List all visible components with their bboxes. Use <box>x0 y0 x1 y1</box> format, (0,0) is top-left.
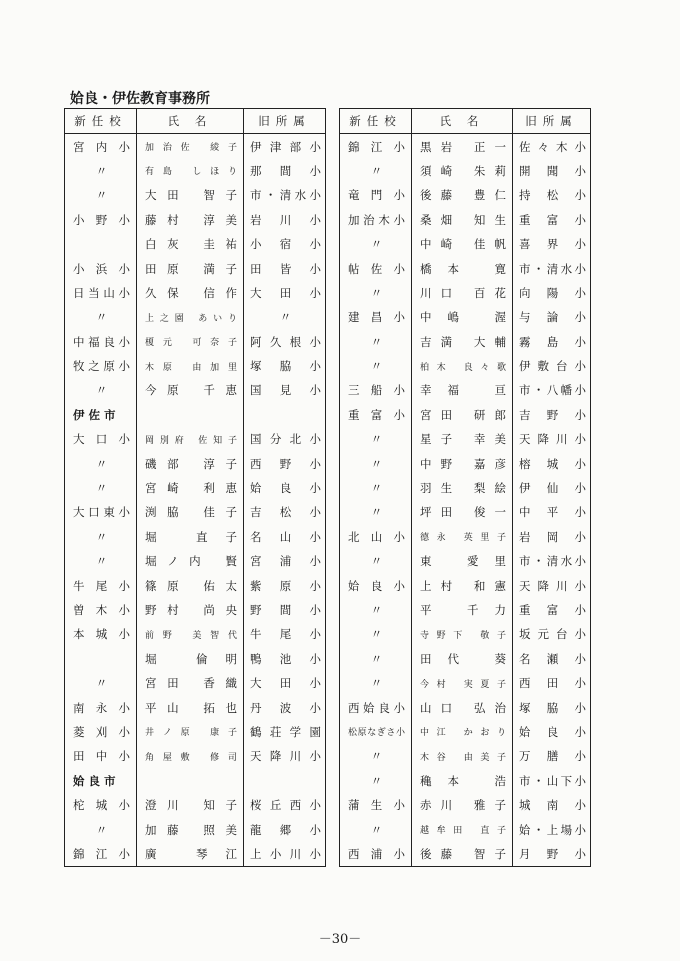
table-row <box>340 476 591 500</box>
name-cell: 加藤 照美 <box>137 817 244 841</box>
table-row <box>65 598 326 622</box>
header-former: 旧所属 <box>513 109 591 134</box>
former-school-cell: 榕城小 <box>519 456 586 471</box>
former-school-cell: 市・山下小 <box>519 773 586 788</box>
former-school-cell: 天降川小 <box>250 749 321 764</box>
name-cell: 加治佐 綾子 <box>137 134 244 159</box>
new-school-cell: 〃 <box>95 554 108 569</box>
name-cell: 星子 幸美 <box>412 427 513 451</box>
table-body <box>65 134 326 867</box>
name-cell <box>137 769 244 793</box>
table-row <box>340 427 591 451</box>
former-school-cell: 塚脇小 <box>250 359 321 374</box>
former-school-cell: 吉野小 <box>519 407 586 422</box>
table-row <box>340 598 591 622</box>
new-school-cell: 柁城小 <box>73 798 130 813</box>
new-school-cell: 宮内小 <box>73 139 130 154</box>
table-row <box>65 671 326 695</box>
table-row <box>65 403 326 427</box>
table-row <box>65 451 326 475</box>
name-cell: 篠原 佑太 <box>137 573 244 597</box>
table-row <box>340 451 591 475</box>
name-cell: 今村 実夏子 <box>412 671 513 695</box>
new-school-cell: 〃 <box>95 310 108 325</box>
former-school-cell: 国分北小 <box>250 432 321 447</box>
name-cell: 後藤 智子 <box>412 842 513 867</box>
name-cell: 羽生 梨絵 <box>412 476 513 500</box>
former-school-cell: 西田小 <box>519 676 586 691</box>
former-school-cell: 姶・上場小 <box>519 822 586 837</box>
former-school-cell: 天降川小 <box>519 578 586 593</box>
name-cell: 寺野下 敬子 <box>412 622 513 646</box>
table-row <box>65 378 326 402</box>
header-name: 氏 名 <box>412 109 513 134</box>
table-row <box>340 842 591 867</box>
new-school-cell <box>65 647 137 671</box>
table-row <box>65 744 326 768</box>
name-cell: 角屋敷 修司 <box>137 744 244 768</box>
new-school-cell: 〃 <box>370 773 383 788</box>
table-row <box>340 647 591 671</box>
former-school-cell: 丹波小 <box>250 700 321 715</box>
former-school-cell: 伊敷台小 <box>519 359 586 374</box>
new-school-cell: 〃 <box>95 822 108 837</box>
former-school-cell: 小宿小 <box>250 237 321 252</box>
former-school-cell: 国見小 <box>250 383 321 398</box>
new-school-cell: 西姶良小 <box>348 700 405 715</box>
header-name: 氏 名 <box>137 109 244 134</box>
former-school-cell: 中平小 <box>519 505 586 520</box>
table-row <box>65 256 326 280</box>
table-row <box>340 281 591 305</box>
name-cell: 穐本 浩 <box>412 769 513 793</box>
name-cell: 渕脇 佳子 <box>137 500 244 524</box>
table-row <box>340 695 591 719</box>
table-row <box>340 378 591 402</box>
former-school-cell: 桜丘西小 <box>250 798 321 813</box>
former-school-cell: 岩岡小 <box>519 529 586 544</box>
former-school-cell: 大田小 <box>250 285 321 300</box>
former-school-cell: 市・清水小 <box>519 554 586 569</box>
name-cell: 中崎 佳帆 <box>412 232 513 256</box>
new-school-cell: 〃 <box>95 188 108 203</box>
table-row <box>340 525 591 549</box>
new-school-cell: 〃 <box>95 383 108 398</box>
table-row <box>340 671 591 695</box>
name-cell: 榎元 可奈子 <box>137 330 244 354</box>
name-cell: 木原 由加里 <box>137 354 244 378</box>
name-cell: 中嶋 渥 <box>412 305 513 329</box>
header-former: 旧所属 <box>244 109 326 134</box>
header-new-school: 新任校 <box>65 109 137 134</box>
table-row <box>340 183 591 207</box>
former-school-cell: 月野小 <box>519 846 586 861</box>
name-cell: 吉満 大輔 <box>412 330 513 354</box>
name-cell: 久保 信作 <box>137 281 244 305</box>
name-cell <box>137 403 244 427</box>
table-row <box>65 232 326 256</box>
new-school-cell: 〃 <box>370 163 383 178</box>
new-school-cell: 南永小 <box>73 700 130 715</box>
former-school-cell: 阿久根小 <box>250 334 321 349</box>
former-school-cell: 田皆小 <box>250 261 321 276</box>
new-school-cell: 〃 <box>370 749 383 764</box>
name-cell: 東 愛里 <box>412 549 513 573</box>
new-school-cell: 〃 <box>370 822 383 837</box>
name-cell: 澄川 知子 <box>137 793 244 817</box>
name-cell: 大田 智子 <box>137 183 244 207</box>
name-cell: 山口 弘治 <box>412 695 513 719</box>
table-row <box>340 744 591 768</box>
new-school-cell: 〃 <box>370 432 383 447</box>
new-school-cell: 竜門小 <box>348 188 405 203</box>
new-school-cell: 牛尾小 <box>73 578 130 593</box>
table-row <box>340 256 591 280</box>
former-school-cell: 市・八幡小 <box>519 383 586 398</box>
former-school-cell: 伊津部小 <box>250 139 321 154</box>
table-row <box>65 330 326 354</box>
table-body <box>340 134 591 867</box>
name-cell: 磯部 淳子 <box>137 451 244 475</box>
new-school-cell: 〃 <box>370 603 383 617</box>
name-cell: 幸福 亘 <box>412 378 513 402</box>
new-school-cell <box>65 232 137 256</box>
table-row <box>340 330 591 354</box>
new-school-cell: 〃 <box>95 481 108 496</box>
name-cell: 德永 英里子 <box>412 525 513 549</box>
table-row <box>65 500 326 524</box>
former-school-cell: 伊仙小 <box>519 481 586 496</box>
former-school-cell: 重富小 <box>519 603 586 617</box>
name-cell: 越牟田 直子 <box>412 817 513 841</box>
former-school-cell: 姶良小 <box>250 481 321 496</box>
table-row <box>65 647 326 671</box>
new-school-cell: 大口小 <box>73 432 130 447</box>
name-cell: 中野 嘉彦 <box>412 451 513 475</box>
name-cell: 黒岩 正一 <box>412 134 513 159</box>
table-row <box>65 183 326 207</box>
new-school-cell: 加治木小 <box>348 212 405 227</box>
name-cell: 橋本 寛 <box>412 256 513 280</box>
table-row <box>65 720 326 744</box>
new-school-cell: 錦江小 <box>348 139 405 154</box>
former-school-cell: 〃 <box>279 310 292 325</box>
new-school-cell: 〃 <box>370 285 383 300</box>
former-school-cell: 鴨池小 <box>250 651 321 666</box>
new-school-cell: 蒲生小 <box>348 798 405 813</box>
name-cell: 堀 直子 <box>137 525 244 549</box>
name-cell: 前野 美智代 <box>137 622 244 646</box>
new-school-cell: 〃 <box>370 651 383 666</box>
new-school-cell: 大口東小 <box>73 505 130 520</box>
name-cell: 中江 かおり <box>412 720 513 744</box>
table-row <box>65 159 326 183</box>
new-school-cell: 〃 <box>370 456 383 471</box>
name-cell: 堀ノ内 賢 <box>137 549 244 573</box>
new-school-cell: 松原なぎさ小 <box>348 728 405 739</box>
new-school-cell: 〃 <box>370 359 383 374</box>
former-school-cell <box>244 403 326 427</box>
name-cell: 野村 尚央 <box>137 598 244 622</box>
table-row <box>340 134 591 159</box>
former-school-cell: 市・清水小 <box>250 188 321 203</box>
name-cell: 藤村 淳美 <box>137 208 244 232</box>
former-school-cell: 与論小 <box>519 310 586 325</box>
name-cell: 坪田 俊一 <box>412 500 513 524</box>
personnel-table-left <box>64 108 326 867</box>
new-school-cell: 北山小 <box>348 529 405 544</box>
former-school-cell: 天降川小 <box>519 432 586 447</box>
new-school-cell: 帖佐小 <box>348 261 405 276</box>
table-row <box>340 208 591 232</box>
name-cell: 柏木 良々歌 <box>412 354 513 378</box>
personnel-table-right <box>339 108 591 867</box>
new-school-cell: 田中小 <box>73 749 130 764</box>
table-row <box>340 159 591 183</box>
former-school-cell: 坂元台小 <box>519 627 586 642</box>
new-school-cell: 小野小 <box>73 212 130 227</box>
name-cell: 今原 千恵 <box>137 378 244 402</box>
name-cell: 上之園 あいり <box>137 305 244 329</box>
table-row <box>65 281 326 305</box>
new-school-cell: 〃 <box>370 627 383 642</box>
new-school-cell: 三船小 <box>348 383 405 398</box>
former-school-cell: 開聞小 <box>519 163 586 178</box>
new-school-cell: 〃 <box>95 456 108 471</box>
new-school-cell: 中福良小 <box>73 334 130 349</box>
former-school-cell: 佐々木小 <box>519 139 586 154</box>
new-school-cell: 〃 <box>370 334 383 349</box>
new-school-cell: 錦江小 <box>73 846 130 861</box>
name-cell: 有島 しほり <box>137 159 244 183</box>
new-school-cell: 〃 <box>95 163 108 178</box>
new-school-cell: 〃 <box>370 481 383 496</box>
table-row <box>340 573 591 597</box>
table-row <box>340 500 591 524</box>
name-cell: 須崎 朱莉 <box>412 159 513 183</box>
new-school-cell: 姶良市 <box>73 773 120 788</box>
new-school-cell: 〃 <box>95 676 108 691</box>
new-school-cell: 〃 <box>370 237 383 252</box>
section-heading: 姶良・伊佐教育事務所 <box>70 91 210 107</box>
table-row <box>65 427 326 451</box>
new-school-cell: 小浜小 <box>73 261 130 276</box>
name-cell: 廣 琴江 <box>137 842 244 867</box>
name-cell: 宮田 研郎 <box>412 403 513 427</box>
table-row <box>65 305 326 329</box>
former-school-cell: 霧島小 <box>519 334 586 349</box>
new-school-cell: 西浦小 <box>348 846 405 861</box>
former-school-cell: 持松小 <box>519 188 586 203</box>
former-school-cell: 城南小 <box>519 798 586 813</box>
name-cell: 平 千力 <box>412 598 513 622</box>
former-school-cell: 牛尾小 <box>250 627 321 642</box>
former-school-cell: 大田小 <box>250 676 321 691</box>
table-row <box>340 769 591 793</box>
table-row <box>65 842 326 867</box>
new-school-cell: 重富小 <box>348 407 405 422</box>
table-row <box>65 695 326 719</box>
table-row <box>340 354 591 378</box>
new-school-cell: 〃 <box>95 529 108 544</box>
new-school-cell: 姶良小 <box>348 578 405 593</box>
table-row <box>65 134 326 159</box>
table-row <box>65 354 326 378</box>
table-row <box>340 232 591 256</box>
new-school-cell: 日当山小 <box>73 285 130 300</box>
former-school-cell: 吉松小 <box>250 505 321 520</box>
former-school-cell: 万膳小 <box>519 749 586 764</box>
name-cell: 木谷 由美子 <box>412 744 513 768</box>
former-school-cell: 岩川小 <box>250 212 321 227</box>
new-school-cell: 〃 <box>370 554 383 569</box>
former-school-cell: 塚脇小 <box>519 700 586 715</box>
name-cell: 桑畑 知生 <box>412 208 513 232</box>
former-school-cell: 宮浦小 <box>250 554 321 569</box>
table-row <box>65 622 326 646</box>
new-school-cell: 本城小 <box>73 627 130 642</box>
former-school-cell: 重富小 <box>519 212 586 227</box>
former-school-cell: 市・清水小 <box>519 261 586 276</box>
table-row <box>65 525 326 549</box>
table-row <box>340 549 591 573</box>
table-row <box>340 403 591 427</box>
name-cell: 白灰 圭祐 <box>137 232 244 256</box>
name-cell: 岡別府 佐知子 <box>137 427 244 451</box>
new-school-cell: 曽木小 <box>73 603 130 617</box>
page-number: －30－ <box>318 932 362 947</box>
name-cell: 宮崎 利恵 <box>137 476 244 500</box>
new-school-cell: 菱刈小 <box>73 724 130 739</box>
new-school-cell: 牧之原小 <box>73 359 130 374</box>
former-school-cell: 龍郷小 <box>250 822 321 837</box>
table-row <box>340 622 591 646</box>
new-school-cell: 建昌小 <box>348 310 405 325</box>
table-row <box>65 769 326 793</box>
new-school-cell: 伊佐市 <box>73 407 120 422</box>
new-school-cell: 〃 <box>370 505 383 520</box>
former-school-cell: 鶴荘学園 <box>250 724 321 739</box>
former-school-cell: 西野小 <box>250 456 321 471</box>
table-row <box>65 573 326 597</box>
name-cell: 田代 葵 <box>412 647 513 671</box>
name-cell: 宮田 香織 <box>137 671 244 695</box>
table-row <box>340 720 591 744</box>
new-school-cell: 〃 <box>370 676 383 691</box>
name-cell: 田原 満子 <box>137 256 244 280</box>
table-row <box>340 305 591 329</box>
table-row <box>65 793 326 817</box>
name-cell: 後藤 豊仁 <box>412 183 513 207</box>
former-school-cell: 名山小 <box>250 529 321 544</box>
table-row <box>340 817 591 841</box>
former-school-cell: 喜界小 <box>519 237 586 252</box>
name-cell: 井ノ原 康子 <box>137 720 244 744</box>
table-row <box>65 208 326 232</box>
name-cell: 上村 和憲 <box>412 573 513 597</box>
former-school-cell: 紫原小 <box>250 578 321 593</box>
name-cell: 堀 倫明 <box>137 647 244 671</box>
table-row <box>65 817 326 841</box>
name-cell: 川口 百花 <box>412 281 513 305</box>
name-cell: 平山 拓也 <box>137 695 244 719</box>
former-school-cell <box>244 769 326 793</box>
table-row <box>65 476 326 500</box>
former-school-cell: 野間小 <box>250 603 321 617</box>
former-school-cell: 姶良小 <box>519 724 586 739</box>
former-school-cell: 那間小 <box>250 163 321 178</box>
table-row <box>65 549 326 573</box>
former-school-cell: 向陽小 <box>519 285 586 300</box>
header-new-school: 新任校 <box>340 109 412 134</box>
former-school-cell: 上小川小 <box>250 846 321 861</box>
name-cell: 赤川 雅子 <box>412 793 513 817</box>
former-school-cell: 名瀬小 <box>519 651 586 666</box>
table-row <box>340 793 591 817</box>
